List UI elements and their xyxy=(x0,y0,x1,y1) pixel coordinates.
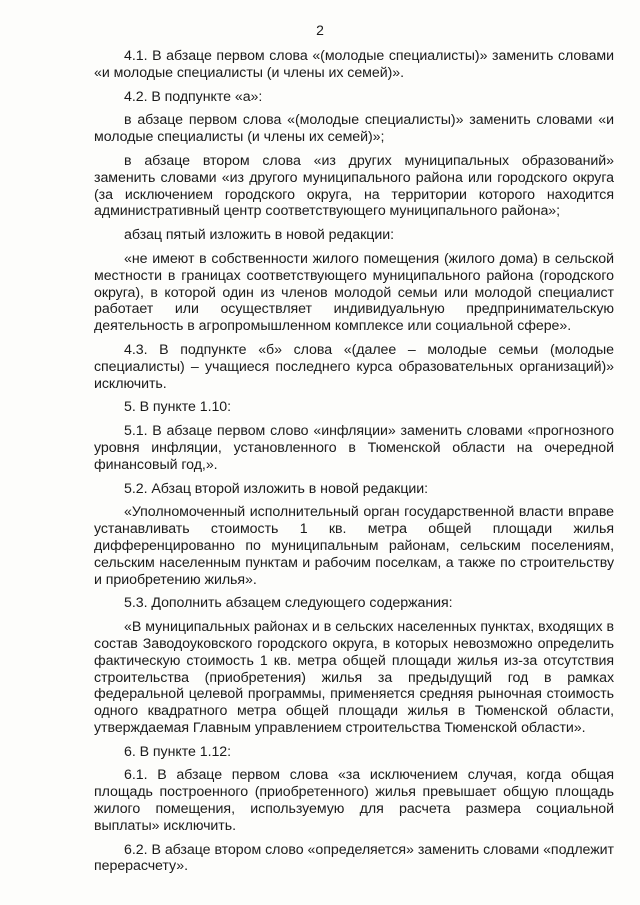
paragraph-4-1: 4.1. В абзаце первом слова «(молодые специалисты)» заменить словами «и молодые специалисты (и члены их семей)». xyxy=(94,48,614,81)
paragraph-5-2: 5.2. Абзац второй изложить в новой редакции: xyxy=(124,480,429,497)
paragraph-6: 6. В пункте 1.12: xyxy=(124,743,232,760)
paragraph-4-2-fifth-text: «не имеют в собственности жилого помещения (жилого дома) в сельской местности в границах соответствующего муниципального района (городского округа), в которой один из членов молодой семьи или молодой специалист работает или осуществляет индивидуальную предпринимательскую деятельность в агропромышленном комплексе или социальной сфере». xyxy=(94,250,614,335)
paragraph-4-2-first: в абзаце первом слова «(молодые специалисты)» заменить словами «и молодые специалисты (и члены их семей)»; xyxy=(94,112,614,146)
paragraph-5: 5. В пункте 1.10: xyxy=(124,399,232,416)
page-number: 2 xyxy=(316,22,324,38)
paragraph-6-2: 6.2. В абзаце втором слово «определяется» заменить словами «подлежит перерасчету». xyxy=(94,841,614,875)
paragraph-4-3: 4.3. В подпункте «б» слова «(далее – молодые семьи (молодые специалисты) – учащиеся последнего курса образовательных организаций)» исключить. xyxy=(94,341,614,392)
paragraph-6-1: 6.1. В абзаце первом слова «за исключением случая, когда общая площадь построенного (приобретенного) жилья превышает общую площадь жилого помещения, используемую для расчета размера социальной выплаты» исключить. xyxy=(94,767,614,834)
paragraph-4-2-fifth-intro: абзац пятый изложить в новой редакции: xyxy=(124,227,394,244)
paragraph-4-2: 4.2. В подпункте «а»: xyxy=(124,88,263,105)
paragraph-5-3-text: «В муниципальных районах и в сельских населенных пунктах, входящих в состав Заводоуковского городского округа, в которых невозможно определить фактическую стоимость 1 кв. метра общей площади жилья из-за отсутствия строительства (приобретения) жилья за предыдущий год в рамках федеральной целевой программы, применяется средняя рыночная стоимость одного квадратного метра общей площади жилья в Тюменской области, утверждаемая Главным управлением строительства Тюменской области». xyxy=(94,619,614,736)
paragraph-4-2-second: в абзаце втором слова «из других муниципальных образований» заменить словами «из другого муниципального района или городского округа (за исключением городского округа, на территории которого находится административный центр соответствующего муниципального района»; xyxy=(94,152,614,220)
paragraph-5-1: 5.1. В абзаце первом слово «инфляции» заменить словами «прогнозного уровня инфляции, установленного в Тюменской области на очередной финансовый год,». xyxy=(94,423,614,473)
paragraph-5-2-text: «Уполномоченный исполнительный орган государственной власти вправе устанавливать стоимость 1 кв. метра общей площади жилья дифференцированно по муниципальным районам, сельским поселениям, сельским населенным пунктам и рабочим поселкам, а также по строительству и приобретению жилья». xyxy=(94,504,614,588)
paragraph-5-3: 5.3. Дополнить абзацем следующего содержания: xyxy=(124,595,453,612)
